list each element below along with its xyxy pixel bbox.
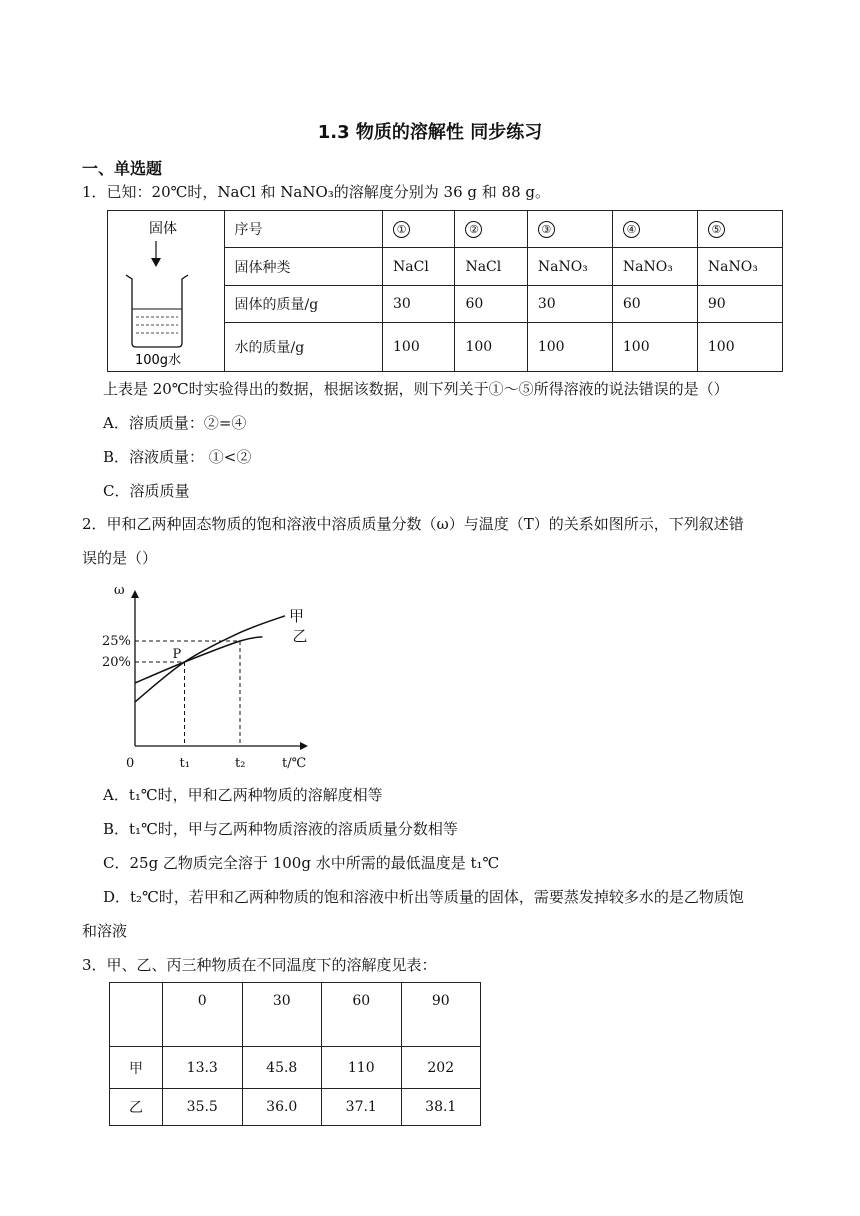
value-cell: 38.1 <box>401 1089 481 1126</box>
mass-cell: 60 <box>612 285 697 322</box>
type-cell: NaNO₃ <box>697 248 782 285</box>
water-cell: 100 <box>383 323 455 372</box>
q2-option-d: D．t₂℃时，若甲和乙两种物质的饱和溶液中析出等质量的固体，需要蒸发掉较多水的是乙物质饱 <box>103 888 744 906</box>
q2-chart <box>100 580 320 775</box>
type-cell: NaCl <box>455 248 527 285</box>
mass-cell: 30 <box>383 285 455 322</box>
value-cell: 110 <box>322 1047 402 1089</box>
point-label-p: P <box>172 647 182 662</box>
page-title: 1.3 物质的溶解性 同步练习 <box>317 122 543 143</box>
temp-header: 60 <box>322 983 402 1047</box>
q1-after-table: 上表是 20℃时实验得出的数据，根据该数据，则下列关于①～⑤所得溶液的说法错误的是（） <box>103 380 729 398</box>
mass-cell: 90 <box>697 285 782 322</box>
series-yi-label: 乙 <box>292 626 308 645</box>
q2-option-d-cont: 和溶液 <box>82 922 128 940</box>
y-tick-25: 25% <box>102 634 131 649</box>
row-name: 乙 <box>110 1089 163 1126</box>
y-axis-label: ω <box>114 583 125 598</box>
water-cell: 100 <box>527 323 612 372</box>
value-cell: 202 <box>401 1047 481 1089</box>
row-name: 甲 <box>110 1047 163 1089</box>
value-cell: 37.1 <box>322 1089 402 1126</box>
solid-label: 固体 <box>149 221 177 237</box>
q1-option-c: C．溶质质量 <box>103 482 190 500</box>
q1-option-b: B．溶液质量： ①<② <box>103 448 252 466</box>
q3-stem: 3．甲、乙、丙三种物质在不同温度下的溶解度见表： <box>82 956 437 974</box>
type-cell: NaNO₃ <box>612 248 697 285</box>
q1-stem: 1．已知：20℃时，NaCl 和 NaNO₃的溶解度分别为 36 g 和 88 g。 <box>82 183 551 201</box>
corner-cell <box>110 983 163 1047</box>
q3-table <box>109 982 481 1126</box>
y-axis-arrow-icon <box>131 590 139 598</box>
q1-table <box>107 210 783 372</box>
temp-header: 90 <box>401 983 481 1047</box>
beaker-illustration <box>108 211 218 371</box>
mass-cell: 60 <box>455 285 527 322</box>
type-cell: NaNO₃ <box>527 248 612 285</box>
row-header: 固体的质量/g <box>224 285 383 322</box>
id-cell: ② <box>465 221 482 238</box>
id-cell: ④ <box>623 221 640 238</box>
type-cell: NaCl <box>383 248 455 285</box>
water-cell: 100 <box>612 323 697 372</box>
x-tick-t2: t₂ <box>235 756 246 771</box>
value-cell: 35.5 <box>163 1089 243 1126</box>
q1-option-a: A．溶质质量：②=④ <box>103 414 247 432</box>
beaker-icon <box>126 275 188 347</box>
series-jia-line <box>135 616 285 702</box>
value-cell: 45.8 <box>242 1047 322 1089</box>
series-yi-line <box>135 637 263 683</box>
series-jia-label: 甲 <box>289 606 305 625</box>
arrow-head-icon <box>151 258 161 267</box>
id-cell: ① <box>393 221 410 238</box>
row-header: 水的质量/g <box>224 323 383 372</box>
value-cell: 36.0 <box>242 1089 322 1126</box>
q1-figure <box>108 211 225 372</box>
water-cell: 100 <box>455 323 527 372</box>
q2-stem-line1: 2．甲和乙两种固态物质的饱和溶液中溶质质量分数（ω）与温度（T）的关系如图所示，下列叙述错 <box>82 515 744 533</box>
y-tick-20: 20% <box>102 655 131 670</box>
id-cell: ⑤ <box>708 221 725 238</box>
temp-header: 30 <box>242 983 322 1047</box>
value-cell: 13.3 <box>163 1047 243 1089</box>
water-label: 100g水 <box>134 353 182 368</box>
id-cell: ③ <box>538 221 555 238</box>
temp-header: 0 <box>163 983 243 1047</box>
row-header: 固体种类 <box>224 248 383 285</box>
x-axis-label: t/℃ <box>282 756 307 771</box>
q2-stem-line2: 误的是（） <box>82 549 158 567</box>
x-tick-t1: t₁ <box>179 756 190 771</box>
row-header: 序号 <box>224 211 383 248</box>
q2-option-c: C．25g 乙物质完全溶于 100g 水中所需的最低温度是 t₁℃ <box>103 854 500 872</box>
x-axis-arrow-icon <box>300 742 308 750</box>
x-tick-0: 0 <box>126 756 135 771</box>
water-cell: 100 <box>697 323 782 372</box>
q2-option-a: A．t₁℃时，甲和乙两种物质的溶解度相等 <box>103 786 383 804</box>
q2-option-b: B．t₁℃时，甲与乙两种物质溶液的溶质质量分数相等 <box>103 820 458 838</box>
mass-cell: 30 <box>527 285 612 322</box>
section-heading: 一、单选题 <box>82 159 163 178</box>
